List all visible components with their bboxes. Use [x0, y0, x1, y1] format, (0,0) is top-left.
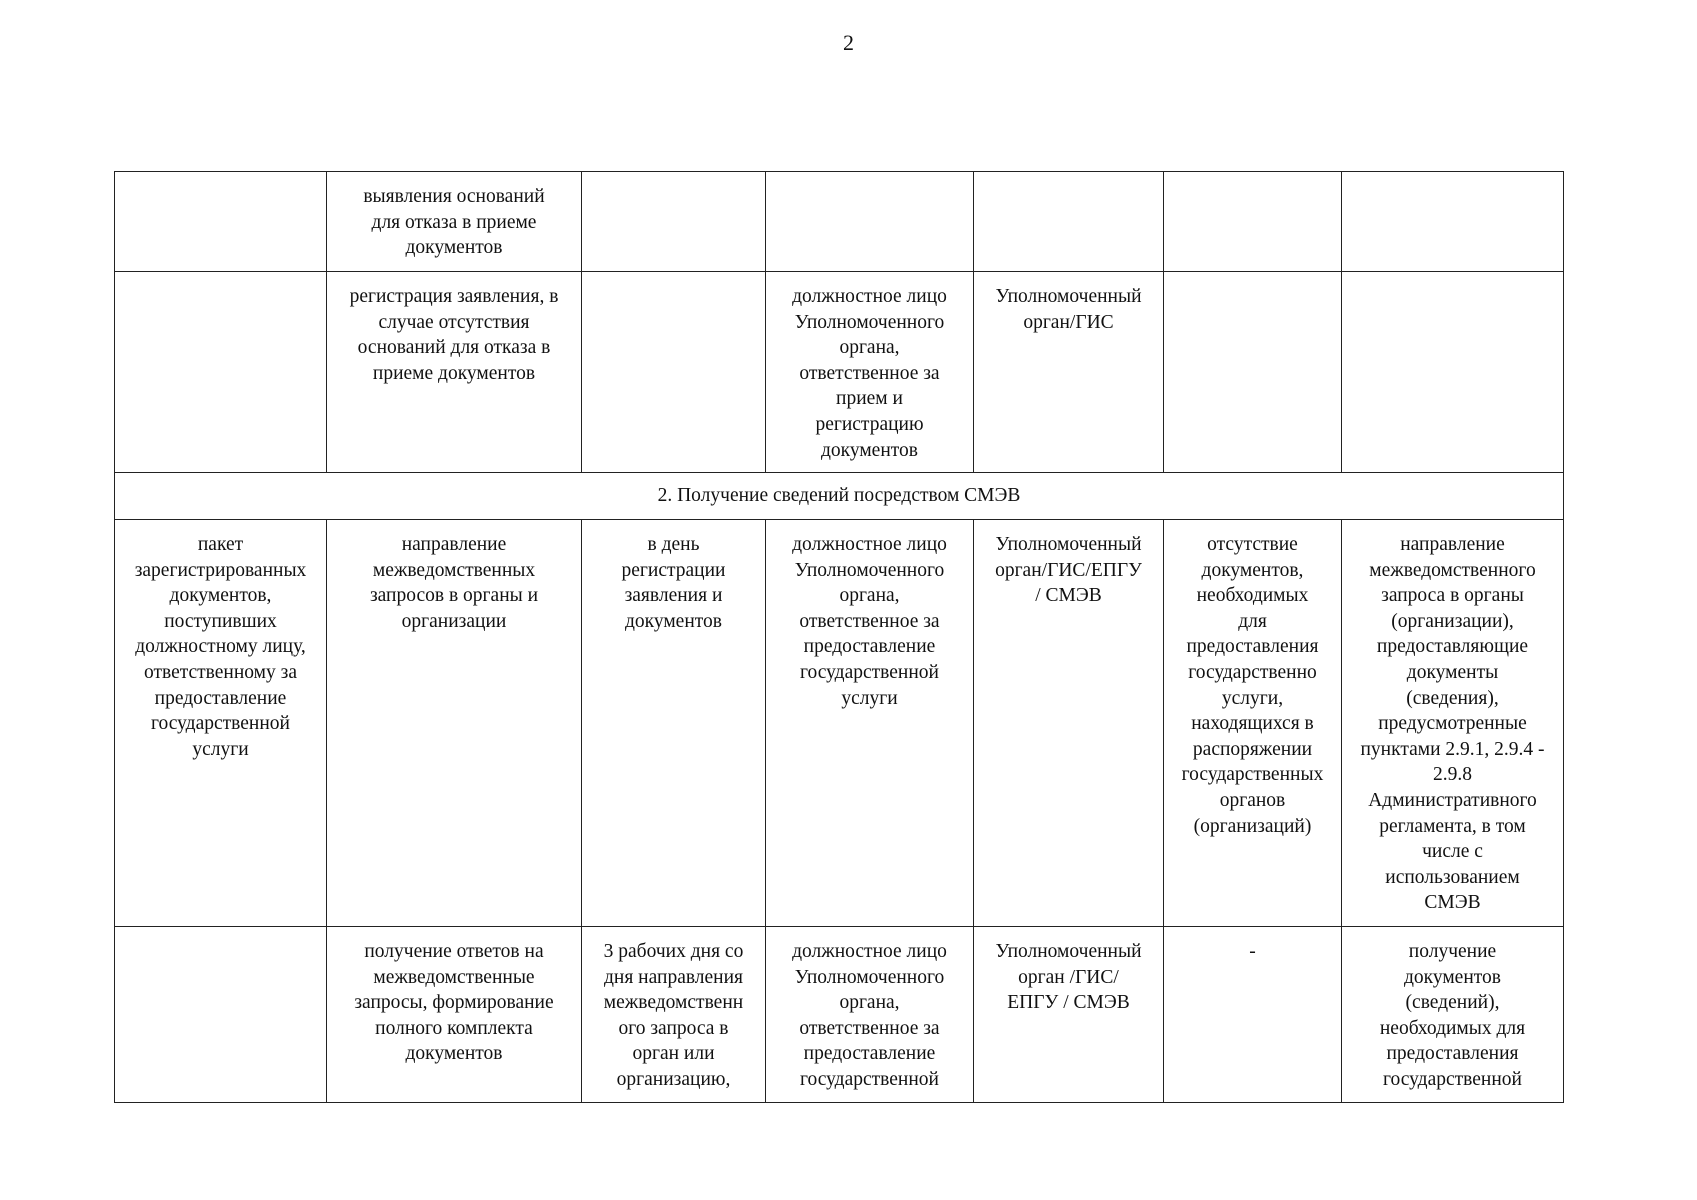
table-cell: 3 рабочих дня со дня направления межведомственн ого запроса в орган или организацию, — [582, 927, 766, 1103]
table-row — [115, 272, 1564, 473]
table-cell: - — [1164, 927, 1342, 1103]
table-cell: выявления оснований для отказа в приеме документов — [327, 172, 582, 272]
table-row — [115, 172, 1564, 272]
table-row — [115, 520, 1564, 927]
page-number: 2 — [843, 30, 854, 55]
table-cell — [115, 272, 327, 473]
table-cell — [1164, 172, 1342, 272]
section-header: 2. Получение сведений посредством СМЭВ — [115, 473, 1564, 520]
table-cell — [582, 172, 766, 272]
table-cell: направление межведомственных запросов в органы и организации — [327, 520, 582, 927]
section-header-row — [115, 473, 1564, 520]
table-cell: должностное лицо Уполномоченного органа, ответственное за предоставление государственной — [766, 927, 974, 1103]
table-cell: Уполномоченный орган /ГИС/ ЕПГУ / СМЭВ — [974, 927, 1164, 1103]
table-cell: получение документов (сведений), необходимых для предоставления государственной — [1342, 927, 1564, 1103]
table-cell: в день регистрации заявления и документов — [582, 520, 766, 927]
table-cell: регистрация заявления, в случае отсутствия оснований для отказа в приеме документов — [327, 272, 582, 473]
table-cell — [1342, 272, 1564, 473]
table-cell — [766, 172, 974, 272]
table-cell: пакет зарегистрированных документов, поступивших должностному лицу, ответственному за предоставление государственной услуги — [115, 520, 327, 927]
table-cell: получение ответов на межведомственные запросы, формирование полного комплекта документов — [327, 927, 582, 1103]
table-cell — [115, 172, 327, 272]
table-cell: должностное лицо Уполномоченного органа, ответственное за предоставление государственной услуги — [766, 520, 974, 927]
table-cell — [1342, 172, 1564, 272]
table-cell — [1164, 272, 1342, 473]
procedure-table — [114, 171, 1564, 1103]
table-cell: направление межведомственного запроса в органы (организации), предоставляющие документы (сведения), предусмотренные пунктами 2.9.1, 2.9.4 - 2.9.8 Административного регламента, в том числе с использованием СМЭВ — [1342, 520, 1564, 927]
table-cell: должностное лицо Уполномоченного органа, ответственное за прием и регистрацию документов — [766, 272, 974, 473]
table-cell: Уполномоченный орган/ГИС/ЕПГУ / СМЭВ — [974, 520, 1164, 927]
table-cell — [974, 172, 1164, 272]
table-cell: отсутствие документов, необходимых для предоставления государственно услуги, находящихся в распоряжении государственных органов (организаций) — [1164, 520, 1342, 927]
table-row — [115, 927, 1564, 1103]
table-cell: Уполномоченный орган/ГИС — [974, 272, 1164, 473]
table-cell — [115, 927, 327, 1103]
table-cell — [582, 272, 766, 473]
